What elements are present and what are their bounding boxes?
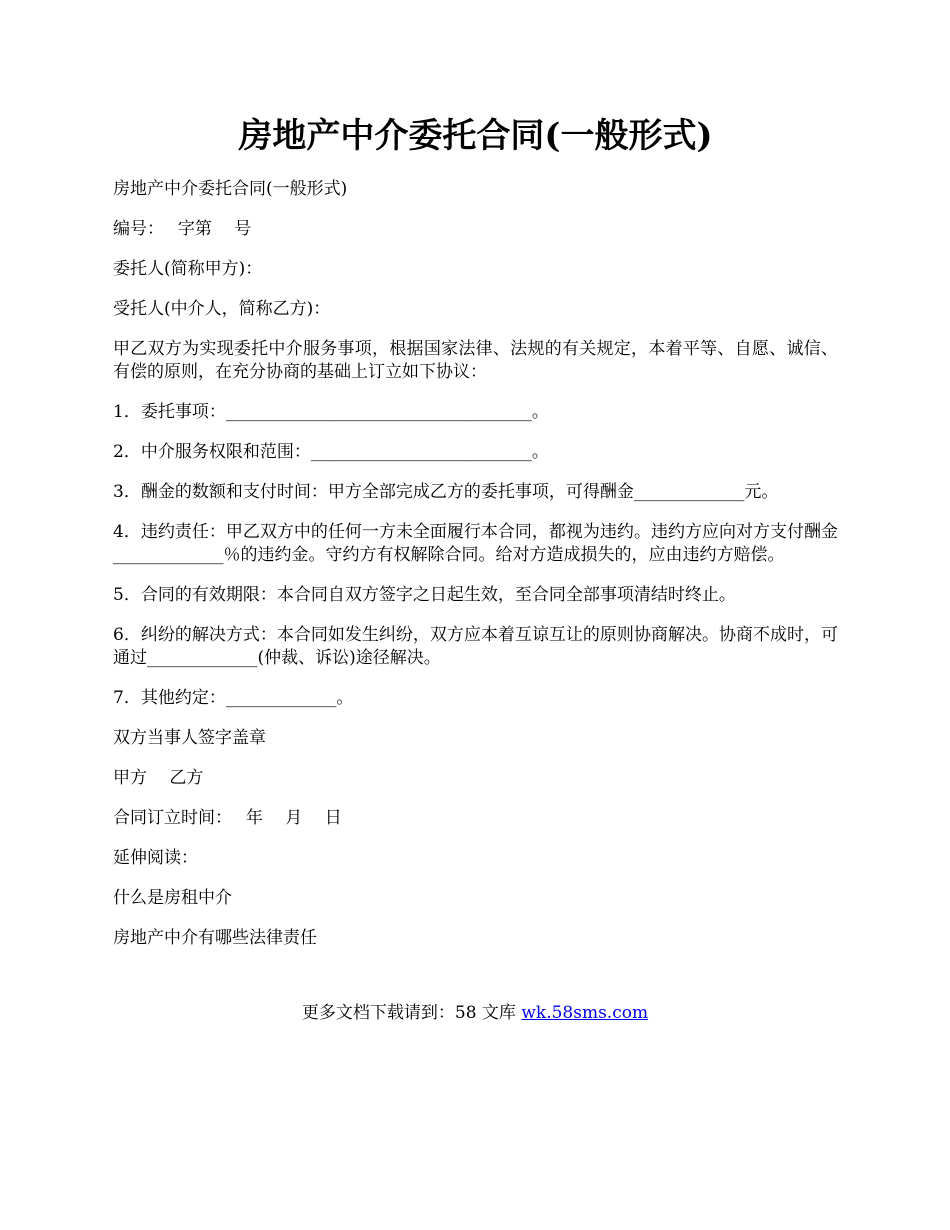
footer-link[interactable]: wk.58sms.com [521,1003,649,1023]
paragraph-preamble: 甲乙双方为实现委托中介服务事项，根据国家法律、法规的有关规定，本着平等、自愿、诚信、有偿的原则，在充分协商的基础上订立如下协议： [113,339,838,382]
document-body [113,178,838,967]
paragraph-number: 编号： 字第 号 [113,219,252,239]
paragraph-agent: 受托人(中介人，简称乙方)： [113,299,331,319]
clause-1: 1．委托事项：____________________________________。 [113,402,549,422]
footer-text: 更多文档下载请到：58 文库 [301,1003,522,1023]
further-reading-item: 房地产中介有哪些法律责任 [113,928,317,948]
clause-6: 6．纠纷的解决方式：本合同如发生纠纷，双方应本着互谅互让的原则协商解决。协商不成时，可通过_____________(仲裁、诉讼)途径解决。 [113,625,838,668]
further-reading-label: 延伸阅读： [113,848,198,868]
contract-date: 合同订立时间： 年 月 日 [113,808,342,828]
paragraph-subtitle: 房地产中介委托合同(一般形式) [113,179,348,199]
clause-5: 5．合同的有效期限：本合同自双方签字之日起生效，至合同全部事项清结时终止。 [113,585,736,605]
signature-parties: 甲方 乙方 [113,768,204,788]
paragraph-principal: 委托人(简称甲方)： [113,259,263,279]
clause-2: 2．中介服务权限和范围：__________________________。 [113,442,549,462]
document-title: 房地产中介委托合同(一般形式) [238,116,713,156]
download-footer [0,1002,950,1025]
further-reading-item: 什么是房租中介 [113,888,232,908]
signature-heading: 双方当事人签字盖章 [113,728,266,748]
clause-4: 4．违约责任：甲乙双方中的任何一方未全面履行本合同，都视为违约。违约方应向对方支付酬金_____________％的违约金。守约方有权解除合同。给对方造成损失的，应由违约方赔偿。 [113,522,838,565]
clause-3: 3．酬金的数额和支付时间：甲方全部完成乙方的委托事项，可得酬金_____________元。 [113,482,779,502]
clause-7: 7．其他约定：_____________。 [113,688,354,708]
